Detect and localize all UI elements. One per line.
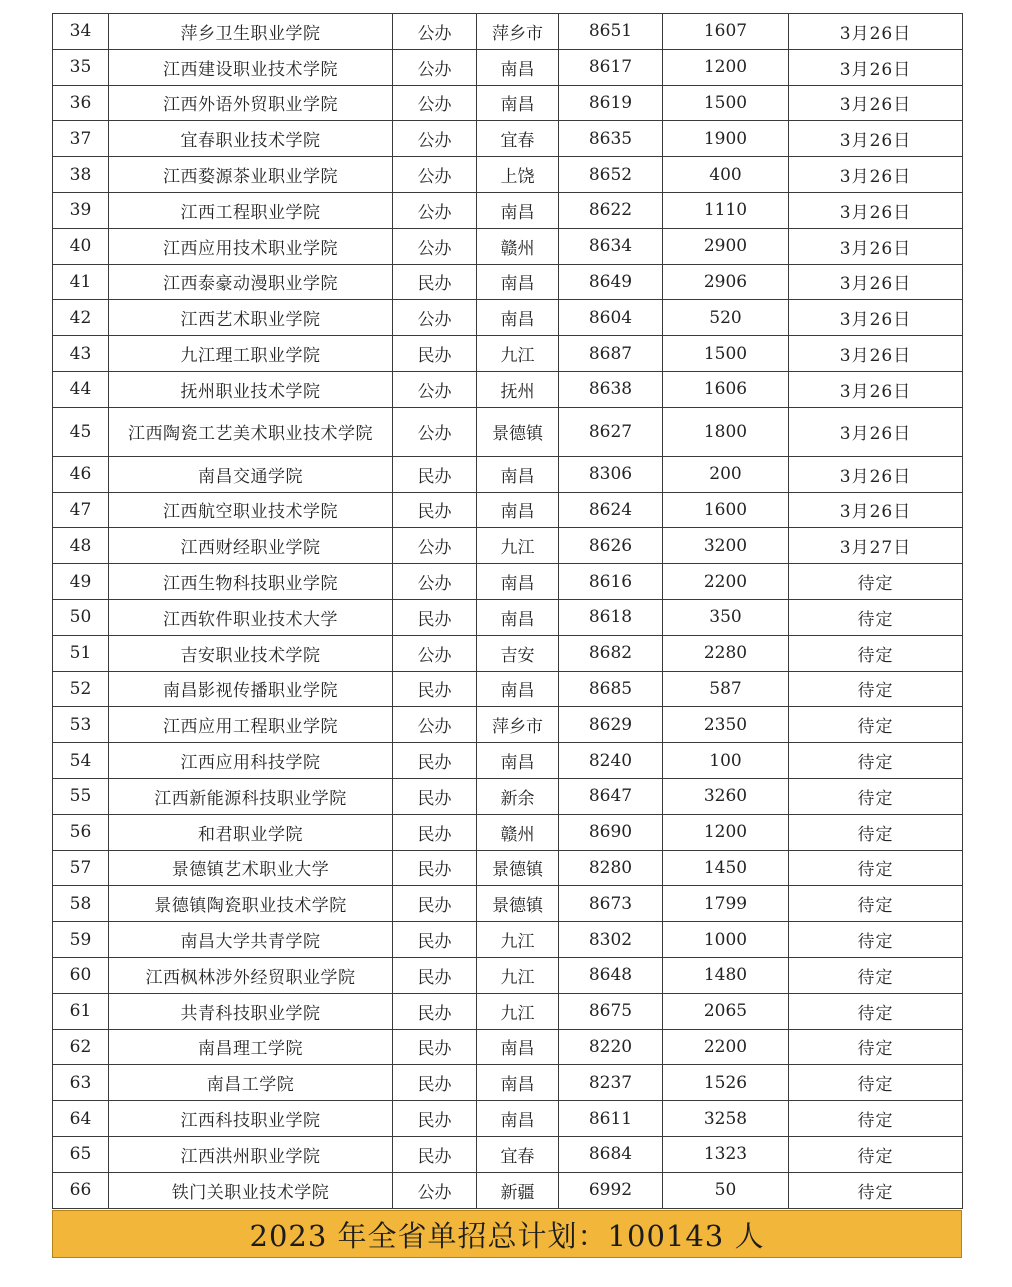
city-cell: 南昌 (477, 456, 559, 492)
college-code-cell: 8651 (559, 14, 663, 50)
college-code-cell: 8617 (559, 49, 663, 85)
row-number-cell: 48 (53, 528, 109, 564)
plan-count-cell: 1500 (663, 336, 789, 372)
college-name-cell: 景德镇陶瓷职业技术学院 (109, 886, 393, 922)
city-cell: 南昌 (477, 1029, 559, 1065)
plan-count-cell: 2280 (663, 635, 789, 671)
ownership-type-cell: 民办 (393, 886, 477, 922)
ownership-type-cell: 公办 (393, 85, 477, 121)
exam-date-cell: 3月26日 (789, 14, 963, 50)
ownership-type-cell: 民办 (393, 1101, 477, 1137)
table-row (53, 1136, 963, 1172)
city-cell: 新余 (477, 778, 559, 814)
college-code-cell: 8616 (559, 564, 663, 600)
city-cell: 景德镇 (477, 850, 559, 886)
ownership-type-cell: 公办 (393, 14, 477, 50)
row-number-cell: 36 (53, 85, 109, 121)
table-row (53, 850, 963, 886)
college-name-cell: 江西新能源科技职业学院 (109, 778, 393, 814)
college-code-cell: 8624 (559, 492, 663, 528)
college-code-cell: 8634 (559, 228, 663, 264)
college-name-cell: 宜春职业技术学院 (109, 121, 393, 157)
exam-date-cell: 3月26日 (789, 336, 963, 372)
college-code-cell: 8240 (559, 743, 663, 779)
plan-count-cell: 2200 (663, 1029, 789, 1065)
college-name-cell: 南昌交通学院 (109, 456, 393, 492)
college-name-cell: 铁门关职业技术学院 (109, 1172, 393, 1208)
college-name-cell: 江西应用科技学院 (109, 743, 393, 779)
table-row (53, 157, 963, 193)
college-code-cell: 8635 (559, 121, 663, 157)
ownership-type-cell: 公办 (393, 192, 477, 228)
college-code-cell: 8687 (559, 336, 663, 372)
exam-date-cell: 3月26日 (789, 456, 963, 492)
city-cell: 南昌 (477, 492, 559, 528)
ownership-type-cell: 公办 (393, 228, 477, 264)
exam-date-cell: 待定 (789, 1101, 963, 1137)
exam-date-cell: 待定 (789, 850, 963, 886)
table-row (53, 528, 963, 564)
city-cell: 抚州 (477, 371, 559, 407)
table-row (53, 121, 963, 157)
ownership-type-cell: 公办 (393, 49, 477, 85)
college-code-cell: 8647 (559, 778, 663, 814)
plan-count-cell: 1799 (663, 886, 789, 922)
plan-count-cell: 1000 (663, 922, 789, 958)
college-code-cell: 8648 (559, 957, 663, 993)
ownership-type-cell: 公办 (393, 528, 477, 564)
row-number-cell: 45 (53, 407, 109, 456)
row-number-cell: 57 (53, 850, 109, 886)
exam-date-cell: 待定 (789, 1065, 963, 1101)
row-number-cell: 47 (53, 492, 109, 528)
row-number-cell: 65 (53, 1136, 109, 1172)
ownership-type-cell: 民办 (393, 993, 477, 1029)
college-name-cell: 南昌大学共青学院 (109, 922, 393, 958)
college-name-cell: 江西生物科技职业学院 (109, 564, 393, 600)
plan-count-cell: 1500 (663, 85, 789, 121)
plan-count-cell: 1800 (663, 407, 789, 456)
plan-count-cell: 1200 (663, 814, 789, 850)
table-row (53, 407, 963, 456)
row-number-cell: 53 (53, 707, 109, 743)
table-row (53, 371, 963, 407)
ownership-type-cell: 民办 (393, 492, 477, 528)
college-name-cell: 江西艺术职业学院 (109, 300, 393, 336)
city-cell: 上饶 (477, 157, 559, 193)
exam-date-cell: 待定 (789, 1029, 963, 1065)
plan-count-cell: 1606 (663, 371, 789, 407)
college-name-cell: 九江理工职业学院 (109, 336, 393, 372)
college-code-cell: 8618 (559, 599, 663, 635)
city-cell: 萍乡市 (477, 14, 559, 50)
plan-count-cell: 200 (663, 456, 789, 492)
city-cell: 南昌 (477, 564, 559, 600)
plan-count-cell: 100 (663, 743, 789, 779)
table-row (53, 14, 963, 50)
exam-date-cell: 待定 (789, 778, 963, 814)
city-cell: 赣州 (477, 814, 559, 850)
college-code-cell: 8280 (559, 850, 663, 886)
college-name-cell: 共青科技职业学院 (109, 993, 393, 1029)
row-number-cell: 63 (53, 1065, 109, 1101)
city-cell: 景德镇 (477, 407, 559, 456)
row-number-cell: 50 (53, 599, 109, 635)
plan-count-cell: 2065 (663, 993, 789, 1029)
table-body (53, 14, 963, 1209)
exam-date-cell: 3月26日 (789, 371, 963, 407)
exam-date-cell: 待定 (789, 564, 963, 600)
table-row (53, 192, 963, 228)
college-name-cell: 南昌影视传播职业学院 (109, 671, 393, 707)
ownership-type-cell: 民办 (393, 456, 477, 492)
college-plan-table (52, 13, 963, 1209)
table-row (53, 778, 963, 814)
ownership-type-cell: 公办 (393, 1172, 477, 1208)
table-row (53, 1065, 963, 1101)
row-number-cell: 44 (53, 371, 109, 407)
plan-count-cell: 1900 (663, 121, 789, 157)
table-row (53, 49, 963, 85)
city-cell: 吉安 (477, 635, 559, 671)
row-number-cell: 43 (53, 336, 109, 372)
table-row (53, 743, 963, 779)
table-row (53, 957, 963, 993)
table-row (53, 671, 963, 707)
exam-date-cell: 待定 (789, 671, 963, 707)
table-row (53, 456, 963, 492)
ownership-type-cell: 民办 (393, 957, 477, 993)
plan-count-cell: 1600 (663, 492, 789, 528)
college-code-cell: 8619 (559, 85, 663, 121)
row-number-cell: 35 (53, 49, 109, 85)
table-row (53, 85, 963, 121)
row-number-cell: 42 (53, 300, 109, 336)
table-row (53, 264, 963, 300)
exam-date-cell: 3月26日 (789, 300, 963, 336)
city-cell: 宜春 (477, 1136, 559, 1172)
ownership-type-cell: 民办 (393, 1029, 477, 1065)
college-name-cell: 江西婺源茶业职业学院 (109, 157, 393, 193)
row-number-cell: 38 (53, 157, 109, 193)
ownership-type-cell: 公办 (393, 157, 477, 193)
plan-count-cell: 1200 (663, 49, 789, 85)
ownership-type-cell: 公办 (393, 564, 477, 600)
city-cell: 九江 (477, 922, 559, 958)
college-code-cell: 8690 (559, 814, 663, 850)
row-number-cell: 40 (53, 228, 109, 264)
plan-count-cell: 400 (663, 157, 789, 193)
ownership-type-cell: 民办 (393, 922, 477, 958)
row-number-cell: 52 (53, 671, 109, 707)
college-code-cell: 8306 (559, 456, 663, 492)
college-name-cell: 江西应用技术职业学院 (109, 228, 393, 264)
ownership-type-cell: 民办 (393, 336, 477, 372)
row-number-cell: 39 (53, 192, 109, 228)
exam-date-cell: 3月26日 (789, 228, 963, 264)
plan-count-cell: 2900 (663, 228, 789, 264)
college-name-cell: 景德镇艺术职业大学 (109, 850, 393, 886)
table-row (53, 993, 963, 1029)
exam-date-cell: 待定 (789, 886, 963, 922)
ownership-type-cell: 民办 (393, 1065, 477, 1101)
exam-date-cell: 3月26日 (789, 192, 963, 228)
exam-date-cell: 待定 (789, 993, 963, 1029)
table-row (53, 1029, 963, 1065)
row-number-cell: 41 (53, 264, 109, 300)
row-number-cell: 58 (53, 886, 109, 922)
college-code-cell: 8652 (559, 157, 663, 193)
college-code-cell: 8673 (559, 886, 663, 922)
college-name-cell: 南昌工学院 (109, 1065, 393, 1101)
plan-count-cell: 1526 (663, 1065, 789, 1101)
city-cell: 九江 (477, 993, 559, 1029)
college-code-cell: 8682 (559, 635, 663, 671)
city-cell: 宜春 (477, 121, 559, 157)
college-code-cell: 8611 (559, 1101, 663, 1137)
table-row (53, 599, 963, 635)
plan-count-cell: 2350 (663, 707, 789, 743)
ownership-type-cell: 民办 (393, 671, 477, 707)
college-name-cell: 江西应用工程职业学院 (109, 707, 393, 743)
plan-count-cell: 2906 (663, 264, 789, 300)
row-number-cell: 61 (53, 993, 109, 1029)
table-row (53, 922, 963, 958)
plan-count-cell: 1607 (663, 14, 789, 50)
college-code-cell: 8237 (559, 1065, 663, 1101)
exam-date-cell: 待定 (789, 635, 963, 671)
row-number-cell: 54 (53, 743, 109, 779)
exam-date-cell: 3月27日 (789, 528, 963, 564)
exam-date-cell: 待定 (789, 957, 963, 993)
plan-count-cell: 50 (663, 1172, 789, 1208)
table-row (53, 564, 963, 600)
row-number-cell: 66 (53, 1172, 109, 1208)
exam-date-cell: 3月26日 (789, 492, 963, 528)
city-cell: 南昌 (477, 743, 559, 779)
table-row (53, 300, 963, 336)
city-cell: 九江 (477, 528, 559, 564)
plan-count-cell: 350 (663, 599, 789, 635)
plan-count-cell: 3200 (663, 528, 789, 564)
row-number-cell: 49 (53, 564, 109, 600)
exam-date-cell: 3月26日 (789, 264, 963, 300)
college-code-cell: 8649 (559, 264, 663, 300)
exam-date-cell: 3月26日 (789, 407, 963, 456)
college-name-cell: 抚州职业技术学院 (109, 371, 393, 407)
table-row (53, 707, 963, 743)
row-number-cell: 37 (53, 121, 109, 157)
city-cell: 赣州 (477, 228, 559, 264)
college-name-cell: 江西洪州职业学院 (109, 1136, 393, 1172)
plan-count-cell: 1323 (663, 1136, 789, 1172)
college-code-cell: 8638 (559, 371, 663, 407)
ownership-type-cell: 公办 (393, 121, 477, 157)
city-cell: 景德镇 (477, 886, 559, 922)
ownership-type-cell: 公办 (393, 300, 477, 336)
exam-date-cell: 待定 (789, 599, 963, 635)
city-cell: 南昌 (477, 85, 559, 121)
ownership-type-cell: 公办 (393, 407, 477, 456)
exam-date-cell: 3月26日 (789, 121, 963, 157)
college-name-cell: 江西财经职业学院 (109, 528, 393, 564)
city-cell: 九江 (477, 336, 559, 372)
city-cell: 南昌 (477, 192, 559, 228)
city-cell: 南昌 (477, 1101, 559, 1137)
college-name-cell: 江西外语外贸职业学院 (109, 85, 393, 121)
college-code-cell: 8220 (559, 1029, 663, 1065)
plan-count-cell: 2200 (663, 564, 789, 600)
exam-date-cell: 3月26日 (789, 157, 963, 193)
row-number-cell: 55 (53, 778, 109, 814)
row-number-cell: 34 (53, 14, 109, 50)
plan-count-cell: 1110 (663, 192, 789, 228)
table-row (53, 492, 963, 528)
plan-count-cell: 587 (663, 671, 789, 707)
ownership-type-cell: 公办 (393, 635, 477, 671)
college-name-cell: 江西航空职业技术学院 (109, 492, 393, 528)
plan-count-cell: 1450 (663, 850, 789, 886)
enrollment-plan-sheet (52, 13, 962, 1209)
college-code-cell: 8604 (559, 300, 663, 336)
exam-date-cell: 待定 (789, 1172, 963, 1208)
row-number-cell: 64 (53, 1101, 109, 1137)
plan-count-cell: 3260 (663, 778, 789, 814)
ownership-type-cell: 民办 (393, 814, 477, 850)
college-code-cell: 8622 (559, 192, 663, 228)
plan-count-cell: 3258 (663, 1101, 789, 1137)
row-number-cell: 60 (53, 957, 109, 993)
row-number-cell: 51 (53, 635, 109, 671)
ownership-type-cell: 民办 (393, 778, 477, 814)
total-plan-text: 2023 年全省单招总计划：100143 人 (249, 1218, 765, 1253)
table-row (53, 1172, 963, 1208)
table-row (53, 336, 963, 372)
table-row (53, 228, 963, 264)
exam-date-cell: 待定 (789, 707, 963, 743)
college-code-cell: 8675 (559, 993, 663, 1029)
table-row (53, 635, 963, 671)
college-name-cell: 江西科技职业学院 (109, 1101, 393, 1137)
exam-date-cell: 待定 (789, 814, 963, 850)
college-code-cell: 8629 (559, 707, 663, 743)
college-code-cell: 8684 (559, 1136, 663, 1172)
college-name-cell: 江西泰豪动漫职业学院 (109, 264, 393, 300)
city-cell: 南昌 (477, 264, 559, 300)
exam-date-cell: 待定 (789, 1136, 963, 1172)
city-cell: 南昌 (477, 1065, 559, 1101)
plan-count-cell: 520 (663, 300, 789, 336)
exam-date-cell: 3月26日 (789, 85, 963, 121)
city-cell: 新疆 (477, 1172, 559, 1208)
college-name-cell: 江西陶瓷工艺美术职业技术学院 (109, 407, 393, 456)
ownership-type-cell: 民办 (393, 599, 477, 635)
ownership-type-cell: 公办 (393, 371, 477, 407)
table-row (53, 1101, 963, 1137)
city-cell: 南昌 (477, 300, 559, 336)
college-code-cell: 8685 (559, 671, 663, 707)
city-cell: 萍乡市 (477, 707, 559, 743)
ownership-type-cell: 民办 (393, 264, 477, 300)
college-name-cell: 南昌理工学院 (109, 1029, 393, 1065)
exam-date-cell: 待定 (789, 922, 963, 958)
row-number-cell: 59 (53, 922, 109, 958)
city-cell: 南昌 (477, 599, 559, 635)
college-name-cell: 江西软件职业技术大学 (109, 599, 393, 635)
row-number-cell: 62 (53, 1029, 109, 1065)
ownership-type-cell: 公办 (393, 707, 477, 743)
city-cell: 九江 (477, 957, 559, 993)
college-code-cell: 8627 (559, 407, 663, 456)
college-name-cell: 江西工程职业学院 (109, 192, 393, 228)
table-row (53, 814, 963, 850)
city-cell: 南昌 (477, 49, 559, 85)
row-number-cell: 46 (53, 456, 109, 492)
college-code-cell: 8302 (559, 922, 663, 958)
city-cell: 南昌 (477, 671, 559, 707)
plan-count-cell: 1480 (663, 957, 789, 993)
college-name-cell: 江西建设职业技术学院 (109, 49, 393, 85)
exam-date-cell: 3月26日 (789, 49, 963, 85)
ownership-type-cell: 民办 (393, 1136, 477, 1172)
ownership-type-cell: 民办 (393, 743, 477, 779)
exam-date-cell: 待定 (789, 743, 963, 779)
college-name-cell: 吉安职业技术学院 (109, 635, 393, 671)
college-name-cell: 和君职业学院 (109, 814, 393, 850)
table-row (53, 886, 963, 922)
college-name-cell: 萍乡卫生职业学院 (109, 14, 393, 50)
college-name-cell: 江西枫林涉外经贸职业学院 (109, 957, 393, 993)
total-plan-banner (52, 1210, 962, 1258)
college-code-cell: 8626 (559, 528, 663, 564)
ownership-type-cell: 民办 (393, 850, 477, 886)
college-code-cell: 6992 (559, 1172, 663, 1208)
row-number-cell: 56 (53, 814, 109, 850)
